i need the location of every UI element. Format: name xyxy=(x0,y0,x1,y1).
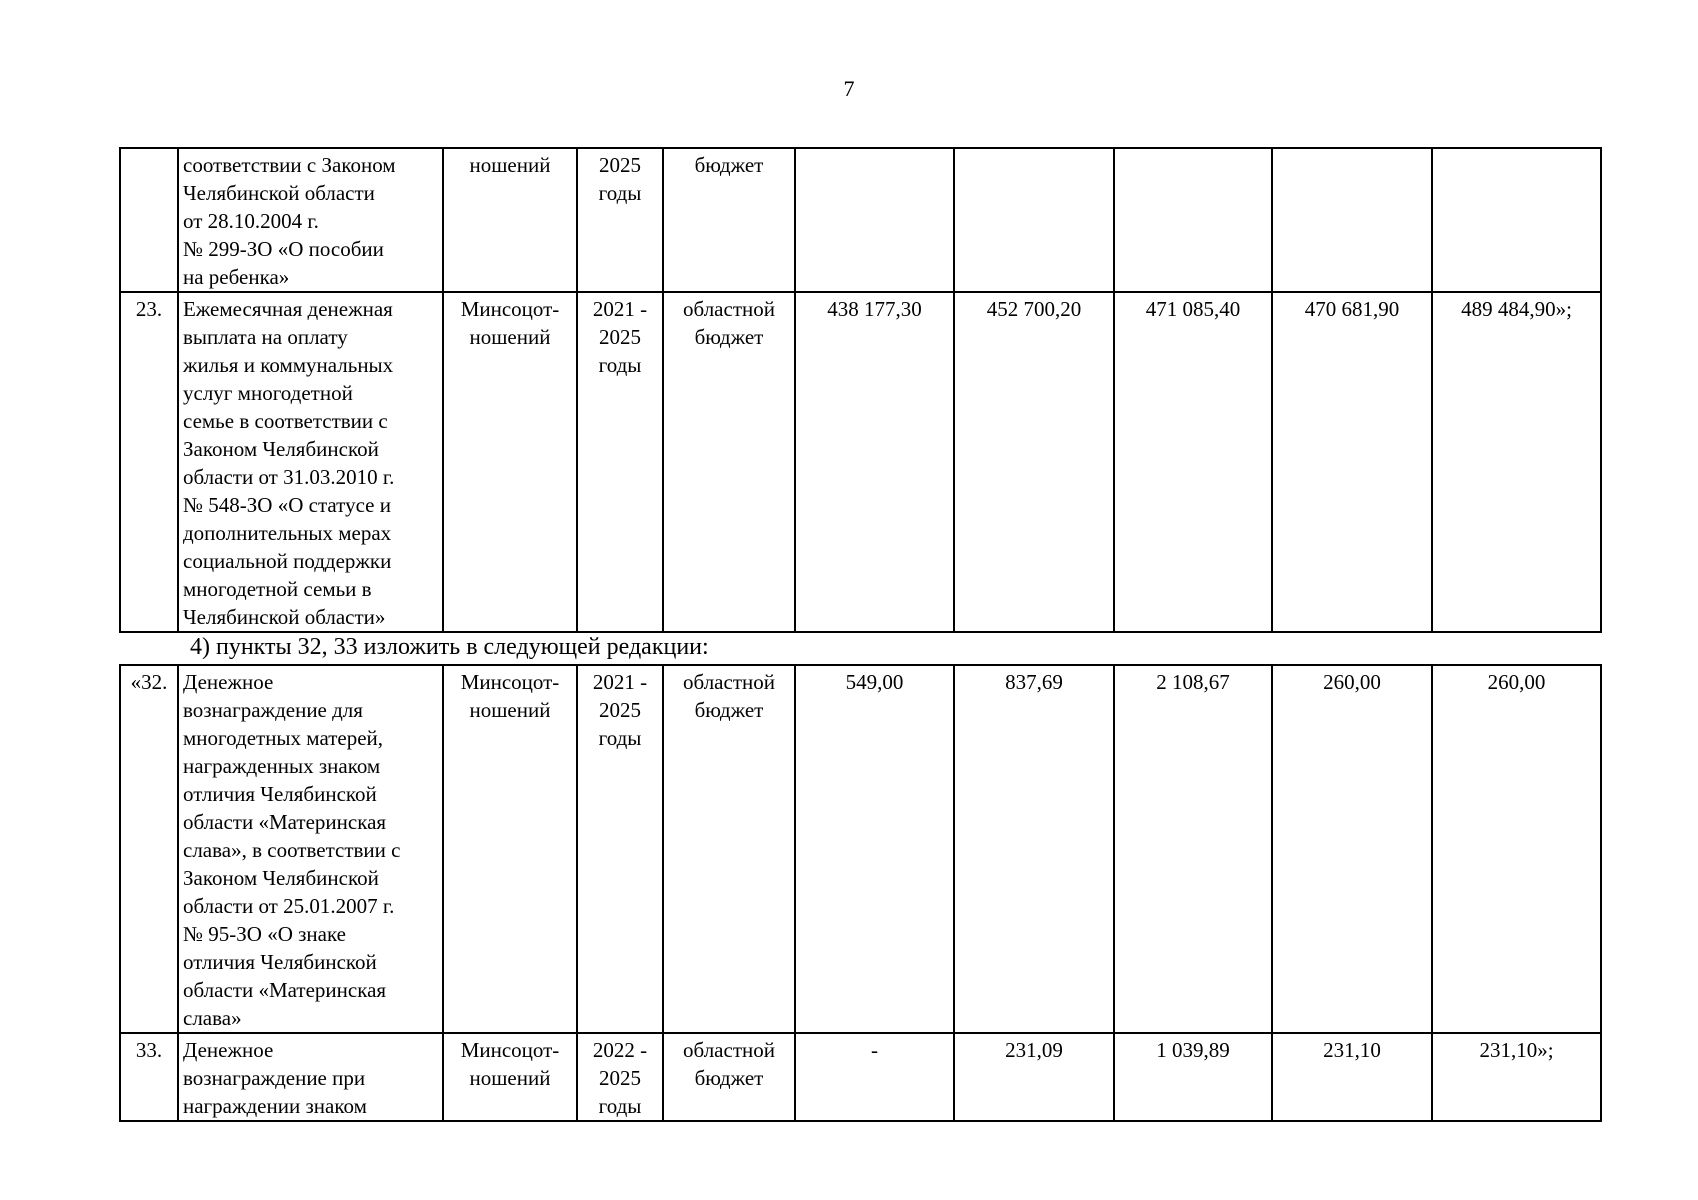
program-table-part2 xyxy=(119,664,1602,1122)
description-line: слава» xyxy=(183,1006,242,1030)
row-value-2021 xyxy=(795,148,954,292)
amendment-note: 4) пункты 32, 33 изложить в следующей редакции: xyxy=(190,634,709,660)
program-table-part1 xyxy=(119,147,1602,633)
row-executor: Минсоцот-ношений xyxy=(443,1033,577,1121)
description-line: Законом Челябинской xyxy=(183,866,379,890)
row-value-2024: 260,00 xyxy=(1272,665,1432,1033)
description-line: Челябинской области» xyxy=(183,605,386,629)
description-line: соответствии с Законом xyxy=(183,153,396,177)
row-source: областной бюджет xyxy=(663,1033,795,1121)
row-value-2023: 2 108,67 xyxy=(1114,665,1272,1033)
table-row xyxy=(120,1033,1601,1121)
row-value-2022: 452 700,20 xyxy=(954,292,1114,632)
description-line: жилья и коммунальных xyxy=(183,353,394,377)
description-line: на ребенка» xyxy=(183,265,290,289)
row-value-2025 xyxy=(1432,148,1601,292)
row-period: 2025 годы xyxy=(577,148,663,292)
row-executor: Минсоцот-ношений xyxy=(443,665,577,1033)
description-line: Денежное xyxy=(183,1038,274,1062)
row-source: бюджет xyxy=(663,148,795,292)
page-number: 7 xyxy=(843,76,855,101)
description-line: семье в соответствии с xyxy=(183,409,388,433)
description-line: № 548-ЗО «О статусе и xyxy=(183,493,391,517)
description-line: награжденных знаком xyxy=(183,754,381,778)
row-value-2021: - xyxy=(795,1033,954,1121)
row-value-2021: 549,00 xyxy=(795,665,954,1033)
row-description xyxy=(178,1033,443,1121)
row-number: «32. xyxy=(120,665,178,1033)
row-description xyxy=(178,665,443,1033)
row-value-2024: 470 681,90 xyxy=(1272,292,1432,632)
description-line: отличия Челябинской xyxy=(183,950,377,974)
description-line: дополнительных мерах xyxy=(183,521,392,545)
description-line: № 95-ЗО «О знаке xyxy=(183,922,346,946)
row-description xyxy=(178,148,443,292)
row-executor: Минсоцот-ношений xyxy=(443,292,577,632)
row-number: 23. xyxy=(120,292,178,632)
description-line: № 299-ЗО «О пособии xyxy=(183,237,384,261)
description-line: Челябинской области xyxy=(183,181,375,205)
table-row xyxy=(120,148,1601,292)
description-line: выплата на оплату xyxy=(183,325,348,349)
row-value-2025: 260,00 xyxy=(1432,665,1601,1033)
description-line: услуг многодетной xyxy=(183,381,353,405)
description-line: отличия Челябинской xyxy=(183,782,377,806)
row-value-2025: 489 484,90»; xyxy=(1432,292,1601,632)
row-value-2025: 231,10»; xyxy=(1432,1033,1601,1121)
row-source: областной бюджет xyxy=(663,665,795,1033)
description-line: от 28.10.2004 г. xyxy=(183,209,319,233)
description-line: многодетной семьи в xyxy=(183,577,372,601)
description-line: социальной поддержки xyxy=(183,549,392,573)
description-line: области «Материнская xyxy=(183,978,387,1002)
table-row xyxy=(120,665,1601,1033)
description-line: Законом Челябинской xyxy=(183,437,379,461)
description-line: награждении знаком xyxy=(183,1094,367,1118)
row-value-2023: 1 039,89 xyxy=(1114,1033,1272,1121)
row-description xyxy=(178,292,443,632)
table-row xyxy=(120,292,1601,632)
description-line: области от 25.01.2007 г. xyxy=(183,894,395,918)
description-line: Денежное xyxy=(183,670,274,694)
row-value-2023 xyxy=(1114,148,1272,292)
description-line: области «Материнская xyxy=(183,810,387,834)
row-number: 33. xyxy=(120,1033,178,1121)
description-line: многодетных матерей, xyxy=(183,726,384,750)
description-line: области от 31.03.2010 г. xyxy=(183,465,395,489)
row-value-2021: 438 177,30 xyxy=(795,292,954,632)
row-period: 2021 - 2025 годы xyxy=(577,292,663,632)
row-value-2024: 231,10 xyxy=(1272,1033,1432,1121)
row-period: 2022 - 2025 годы xyxy=(577,1033,663,1121)
description-line: вознаграждение при xyxy=(183,1066,366,1090)
row-value-2024 xyxy=(1272,148,1432,292)
description-line: вознаграждение для xyxy=(183,698,363,722)
row-period: 2021 - 2025 годы xyxy=(577,665,663,1033)
description-line: слава», в соответствии с xyxy=(183,838,401,862)
row-executor: ношений xyxy=(443,148,577,292)
row-value-2022 xyxy=(954,148,1114,292)
row-value-2022: 231,09 xyxy=(954,1033,1114,1121)
row-value-2023: 471 085,40 xyxy=(1114,292,1272,632)
description-line: Ежемесячная денежная xyxy=(183,297,393,321)
row-value-2022: 837,69 xyxy=(954,665,1114,1033)
row-number xyxy=(120,148,178,292)
row-source: областной бюджет xyxy=(663,292,795,632)
